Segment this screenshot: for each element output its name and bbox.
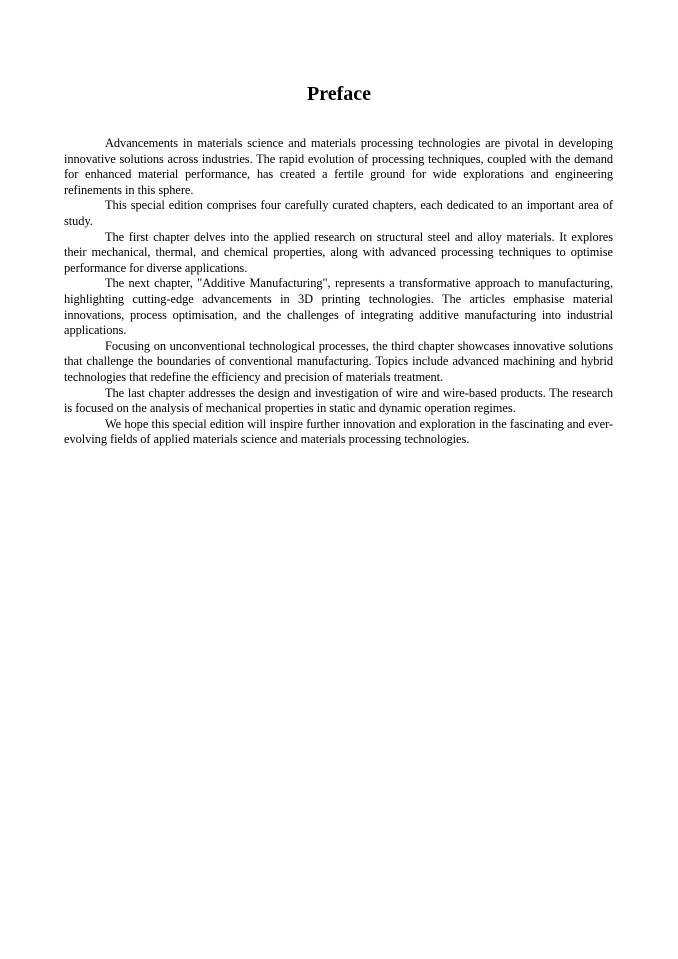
paragraph: The first chapter delves into the applied research on structural steel and alloy materials. It explores their mechanical, thermal, and chemical properties, along with advanced processing techniques to optimise performance for diverse applications.: [64, 229, 613, 275]
paragraph: This special edition comprises four carefully curated chapters, each dedicated to an important area of study.: [64, 198, 613, 228]
paragraph: Advancements in materials science and materials processing technologies are pivotal in developing innovative solutions across industries. The rapid evolution of processing techniques, coupled with the demand for enhanced material performance, has created a fertile ground for wide explorations and engineering refinements in this sphere.: [64, 136, 613, 197]
paragraph: Focusing on unconventional technological processes, the third chapter showcases innovative solutions that challenge the boundaries of conventional manufacturing. Topics include advanced machining and hybrid technologies that redefine the efficiency and precision of materials treatment.: [64, 338, 613, 384]
paragraph: We hope this special edition will inspire further innovation and exploration in the fascinating and ever-evolving fields of applied materials science and materials processing technologies.: [64, 416, 613, 447]
paragraph: The next chapter, "Additive Manufacturing", represents a transformative approach to manufacturing, highlighting cutting-edge advancements in 3D printing technologies. The articles emphasise material innovations, process optimisation, and the challenges of integrating additive manufacturing into industrial applications.: [64, 276, 613, 338]
page-title: Preface: [306, 83, 372, 105]
preface-body: [64, 136, 613, 448]
paragraph: The last chapter addresses the design and investigation of wire and wire-based products. The research is focused on the analysis of mechanical properties in static and dynamic operation regimes.: [64, 385, 613, 416]
